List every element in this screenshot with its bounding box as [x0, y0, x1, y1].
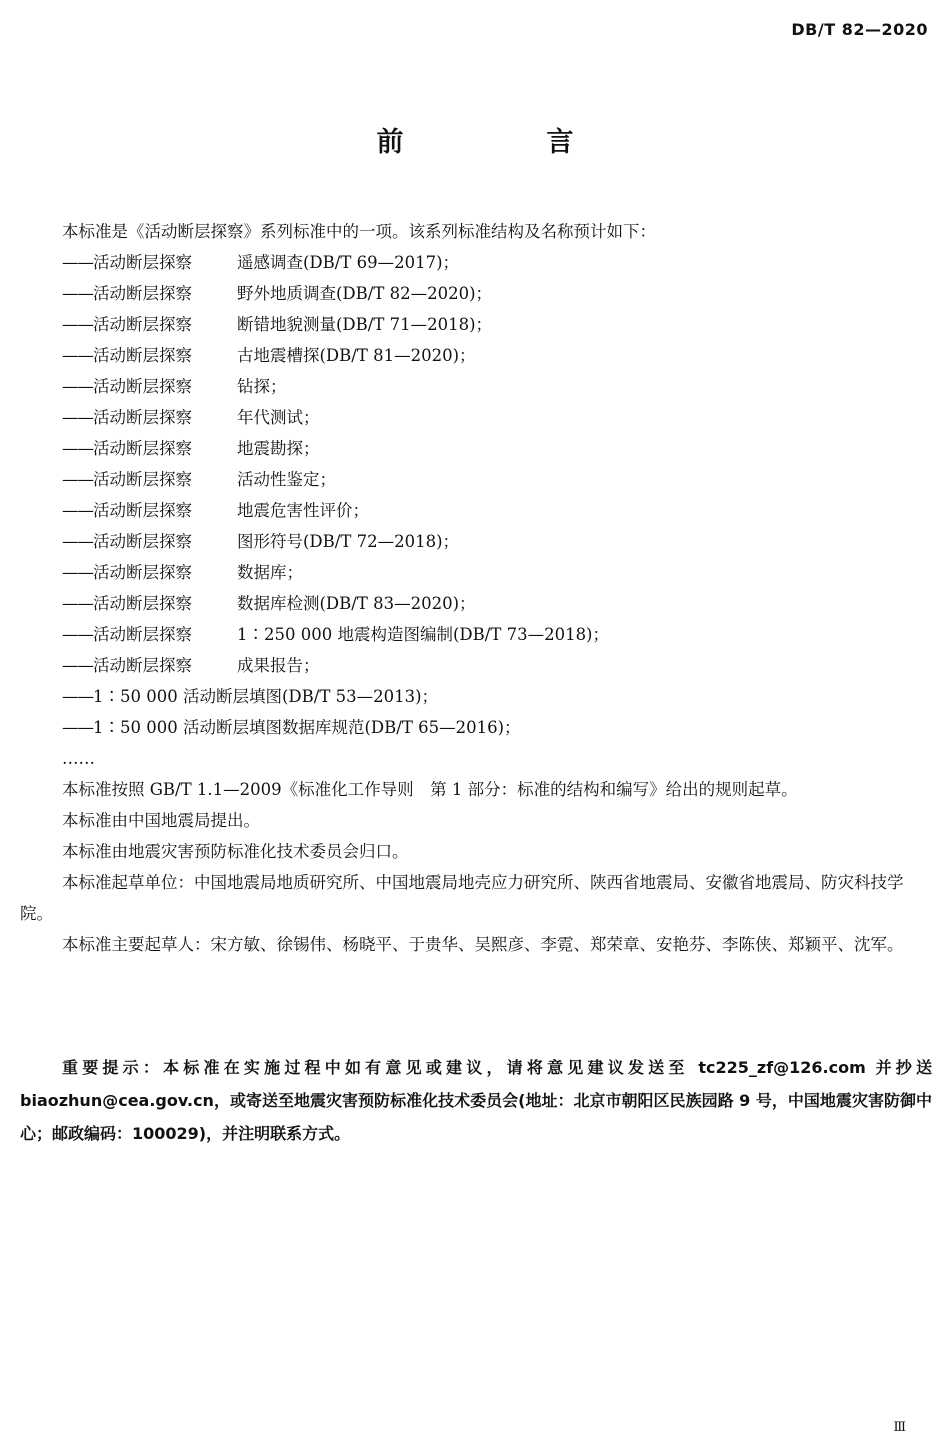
list-dash: —— [62, 501, 93, 520]
page-number: Ⅲ [893, 1420, 906, 1435]
committee-paragraph: 本标准由地震灾害预防标准化技术委员会归口。 [62, 842, 409, 861]
drafting-rules-paragraph: 本标准按照 GB/T 1.1—2009《标准化工作导则 第 1 部分：标准的结构和编写》给出的规则起草。 [62, 780, 798, 799]
list-dash: —— [62, 718, 93, 737]
list-dash: —— [62, 408, 93, 427]
list-item [20, 340, 932, 371]
list-ellipsis: …… [62, 749, 95, 768]
page-title: 前 言 [376, 127, 632, 158]
list-dash: —— [62, 532, 93, 551]
part-title: 活动性鉴定； [237, 470, 336, 489]
important-notice: 重要提示：本标准在实施过程中如有意见或建议，请将意见建议发送至 tc225_zf@126.com 并抄送 biaozhun@cea.gov.cn，或寄送至地震灾害预防标准化技术委员会(地址：北京市朝阳区民族园路 9 号，中国地震灾害防御中心；邮政编码：100029)，并注明联系方式。 [20, 1058, 932, 1143]
intro-paragraph: 本标准是《活动断层探察》系列标准中的一项。该系列标准结构及名称预计如下： [62, 222, 656, 241]
part-title: 野外地质调查(DB/T 82—2020)； [237, 284, 493, 303]
document-body [20, 216, 932, 960]
list-item [20, 402, 932, 433]
list-item [20, 433, 932, 464]
list-item [20, 309, 932, 340]
list-item [20, 371, 932, 402]
part-title: 钻探； [237, 377, 287, 396]
series-list [20, 247, 932, 774]
series-name: 活动断层探察 [93, 408, 192, 427]
list-item [20, 278, 932, 309]
list-item [20, 495, 932, 526]
series-name: 活动断层探察 [93, 470, 192, 489]
part-title: 遥感调查(DB/T 69—2017)； [237, 253, 460, 272]
part-title: 数据库； [237, 563, 303, 582]
list-item [20, 247, 932, 278]
list-item [20, 619, 932, 650]
list-dash: —— [62, 377, 93, 396]
series-name: 活动断层探察 [93, 501, 192, 520]
related-standard: 1∶50 000 活动断层填图数据库规范(DB/T 65—2016)； [93, 718, 521, 737]
list-item [20, 464, 932, 495]
series-name: 活动断层探察 [93, 284, 192, 303]
series-name: 活动断层探察 [93, 563, 192, 582]
series-name: 活动断层探察 [93, 439, 192, 458]
list-dash: —— [62, 656, 93, 675]
list-item [20, 588, 932, 619]
list-item [20, 650, 932, 681]
part-title: 地震勘探； [237, 439, 320, 458]
list-item [20, 526, 932, 557]
part-title: 图形符号(DB/T 72—2018)； [237, 532, 460, 551]
list-dash: —— [62, 346, 93, 365]
proposer-paragraph: 本标准由中国地震局提出。 [62, 811, 260, 830]
list-dash: —— [62, 594, 93, 613]
list-item [20, 712, 932, 743]
series-name: 活动断层探察 [93, 532, 192, 551]
list-dash: —— [62, 625, 93, 644]
series-name: 活动断层探察 [93, 346, 192, 365]
list-dash: —— [62, 253, 93, 272]
series-name: 活动断层探察 [93, 377, 192, 396]
part-title: 1∶250 000 地震构造图编制(DB/T 73—2018)； [237, 625, 609, 644]
series-name: 活动断层探察 [93, 594, 192, 613]
series-name: 活动断层探察 [93, 656, 192, 675]
part-title: 数据库检测(DB/T 83—2020)； [237, 594, 476, 613]
related-standard: 1∶50 000 活动断层填图(DB/T 53—2013)； [93, 687, 439, 706]
series-name: 活动断层探察 [93, 253, 192, 272]
list-dash: —— [62, 687, 93, 706]
list-dash: —— [62, 284, 93, 303]
part-title: 年代测试； [237, 408, 320, 427]
list-dash: —— [62, 470, 93, 489]
part-title: 古地震槽探(DB/T 81—2020)； [237, 346, 476, 365]
series-name: 活动断层探察 [93, 625, 192, 644]
part-title: 地震危害性评价； [237, 501, 369, 520]
list-item [20, 557, 932, 588]
list-dash: —— [62, 439, 93, 458]
list-item [20, 681, 932, 712]
drafting-units-paragraph: 本标准起草单位：中国地震局地质研究所、中国地震局地壳应力研究所、陕西省地震局、安徽省地震局、防灾科技学院。 [20, 873, 904, 923]
list-dash: —— [62, 315, 93, 334]
standard-code: DB/T 82—2020 [791, 20, 928, 39]
drafters-paragraph: 本标准主要起草人：宋方敏、徐锡伟、杨晓平、于贵华、吴熙彦、李霓、郑荣章、安艳芬、李陈侠、郑颖平、沈军。 [62, 935, 904, 954]
part-title: 断错地貌测量(DB/T 71—2018)； [237, 315, 493, 334]
list-dash: —— [62, 563, 93, 582]
series-name: 活动断层探察 [93, 315, 192, 334]
part-title: 成果报告； [237, 656, 320, 675]
